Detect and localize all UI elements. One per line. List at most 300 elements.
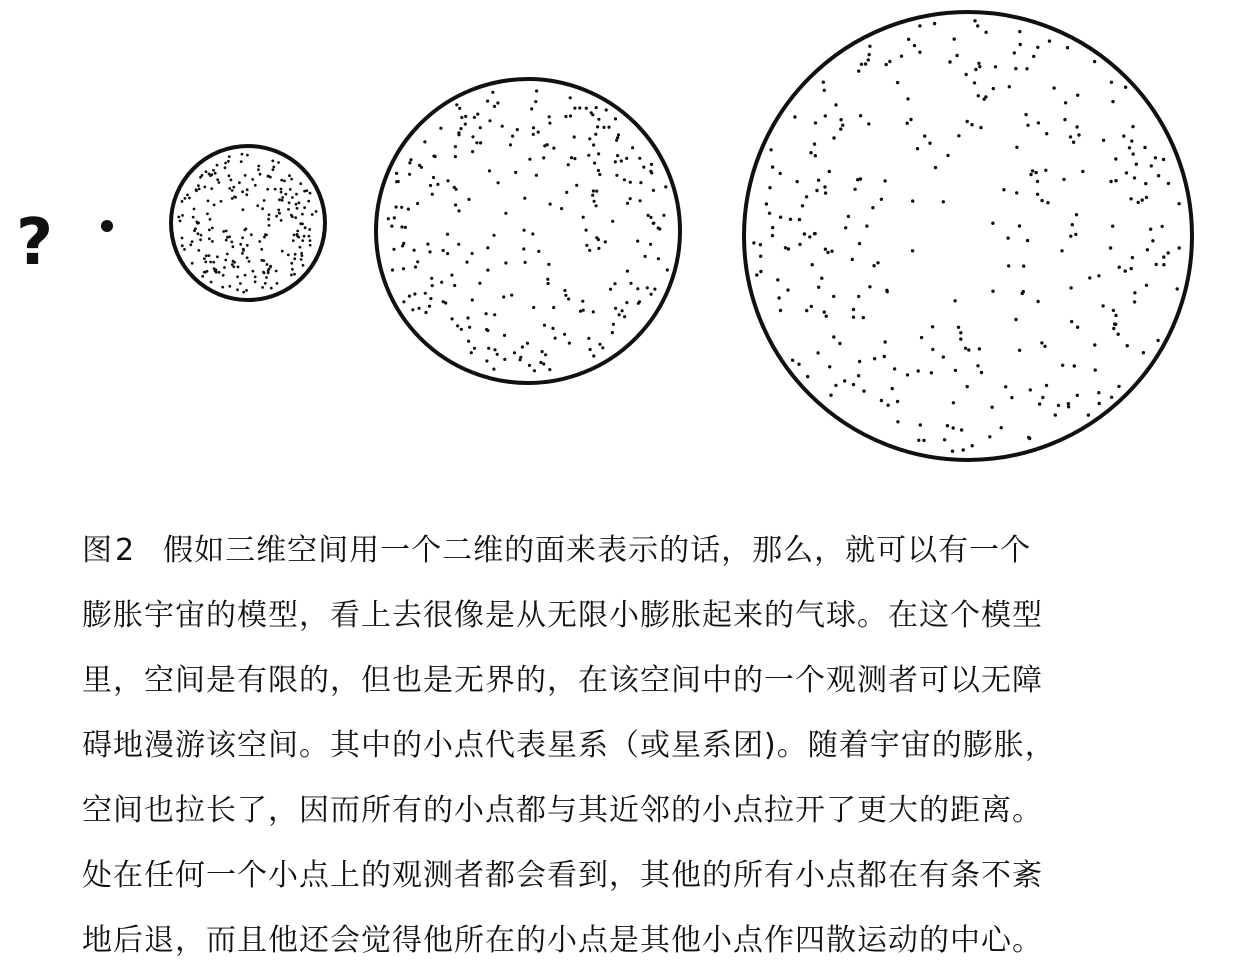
galaxy-dot (900, 55, 903, 58)
galaxy-dot (303, 235, 306, 238)
galaxy-dot (933, 22, 936, 25)
galaxy-dot (977, 62, 980, 65)
galaxy-dot (1029, 173, 1032, 176)
galaxy-dot (395, 180, 398, 183)
galaxy-dot (1110, 81, 1113, 84)
galaxy-dot (233, 261, 236, 264)
galaxy-dot (430, 277, 433, 280)
galaxy-dot (298, 201, 301, 204)
galaxy-dot (268, 213, 271, 216)
galaxy-dot (1110, 396, 1113, 399)
galaxy-dot (604, 240, 607, 243)
galaxy-dot (542, 362, 545, 365)
galaxy-dot (907, 38, 910, 41)
galaxy-dot (504, 212, 507, 215)
galaxy-dot (221, 286, 224, 289)
galaxy-dot (644, 255, 647, 258)
galaxy-dot (611, 220, 614, 223)
galaxy-dot (181, 200, 184, 203)
galaxy-dot (260, 248, 263, 251)
galaxy-dot (460, 328, 463, 331)
galaxy-dot (454, 203, 457, 206)
galaxy-dot (414, 265, 417, 268)
galaxy-dot (952, 426, 955, 429)
galaxy-dot (254, 280, 257, 283)
galaxy-dot (446, 233, 449, 236)
galaxy-dot (244, 174, 247, 177)
galaxy-dot (1043, 345, 1046, 348)
galaxy-dot (891, 387, 894, 390)
galaxy-dot (392, 248, 395, 251)
galaxy-dot (245, 289, 248, 292)
galaxy-dot (817, 286, 820, 289)
galaxy-dot (859, 114, 862, 117)
galaxy-dot (534, 100, 537, 103)
galaxy-dot (272, 166, 275, 169)
galaxy-dot (466, 316, 469, 319)
galaxy-dot (860, 63, 863, 66)
galaxy-dot (216, 255, 219, 258)
galaxy-dot (261, 207, 264, 210)
galaxy-dot (623, 315, 626, 318)
galaxy-dot (214, 269, 217, 272)
galaxy-dot (920, 336, 923, 339)
galaxy-dot (209, 174, 212, 177)
galaxy-dot (779, 172, 782, 175)
galaxy-dot (631, 146, 634, 149)
galaxy-dot (625, 157, 628, 160)
galaxy-dot (893, 367, 896, 370)
galaxy-dot (543, 144, 546, 147)
galaxy-dot (1074, 233, 1077, 236)
galaxy-dot (242, 208, 245, 211)
galaxy-dot (573, 107, 576, 110)
galaxy-dot (843, 379, 846, 382)
galaxy-dot (1112, 309, 1115, 312)
galaxy-dot (548, 368, 551, 371)
galaxy-dot (1041, 396, 1044, 399)
galaxy-dot (211, 240, 214, 243)
galaxy-dot (503, 334, 506, 337)
galaxy-dot (431, 284, 434, 287)
galaxy-dot (1109, 180, 1112, 183)
galaxy-dot (245, 228, 248, 231)
galaxy-dot (777, 296, 780, 299)
galaxy-dot (666, 268, 669, 271)
galaxy-dot (1070, 320, 1073, 323)
galaxy-dot (1036, 46, 1039, 49)
galaxy-dot (593, 200, 596, 203)
galaxy-dot (236, 288, 239, 291)
galaxy-dot (1176, 287, 1179, 290)
galaxy-dot (487, 347, 490, 350)
galaxy-dot (973, 81, 976, 84)
galaxy-dot (765, 202, 768, 205)
galaxy-dot (541, 350, 544, 353)
galaxy-dot (1149, 228, 1152, 231)
galaxy-dot (516, 128, 519, 131)
galaxy-dot (664, 185, 667, 188)
galaxy-dot (1133, 300, 1136, 303)
galaxy-dot (523, 197, 526, 200)
galaxy-dot (242, 291, 245, 294)
galaxy-dot (858, 360, 861, 363)
galaxy-dot (886, 404, 889, 407)
galaxy-dot (824, 114, 827, 117)
galaxy-dot (1167, 251, 1170, 254)
galaxy-dot (1109, 246, 1112, 249)
galaxy-dot (964, 347, 967, 350)
galaxy-dot (436, 183, 439, 186)
small-sphere-dots (177, 153, 317, 294)
galaxy-dot (280, 188, 283, 191)
galaxy-dot (262, 271, 265, 274)
galaxy-dot (486, 100, 489, 103)
galaxy-dot (1128, 146, 1131, 149)
galaxy-dot (444, 301, 447, 304)
galaxy-dot (241, 153, 244, 156)
galaxy-dot (424, 292, 427, 295)
galaxy-dot (826, 251, 829, 254)
galaxy-dot (1117, 333, 1120, 336)
galaxy-dot (1114, 314, 1117, 317)
galaxy-dot (865, 224, 868, 227)
galaxy-dot (588, 249, 591, 252)
galaxy-dot (591, 194, 594, 197)
galaxy-dot (883, 179, 886, 182)
galaxy-dot (224, 162, 227, 165)
galaxy-dot (1112, 327, 1115, 330)
galaxy-dot (612, 323, 615, 326)
galaxy-dot (649, 243, 652, 246)
galaxy-dot (1019, 43, 1022, 46)
galaxy-dot (616, 154, 619, 157)
galaxy-dot (1145, 284, 1148, 287)
galaxy-dot (194, 227, 197, 230)
galaxy-dot (1008, 85, 1011, 88)
galaxy-dot (768, 186, 771, 189)
galaxy-dot (814, 154, 817, 157)
galaxy-dot (220, 200, 223, 203)
galaxy-dot (1036, 180, 1039, 183)
galaxy-dot (267, 175, 270, 178)
galaxy-dot (1067, 402, 1070, 405)
galaxy-dot (978, 65, 981, 68)
galaxy-dot (204, 271, 207, 274)
galaxy-dot (1002, 188, 1005, 191)
galaxy-dot (581, 300, 584, 303)
galaxy-dot (196, 222, 199, 225)
galaxy-dot (1064, 101, 1067, 104)
galaxy-dot (274, 188, 277, 191)
galaxy-dot (227, 160, 230, 163)
galaxy-dot (230, 179, 233, 182)
galaxy-dot (496, 101, 499, 104)
galaxy-dot (601, 346, 604, 349)
galaxy-dot (966, 385, 969, 388)
galaxy-dot (284, 193, 287, 196)
galaxy-dot (1143, 146, 1146, 149)
galaxy-dot (183, 248, 186, 251)
galaxy-dot (270, 287, 273, 290)
galaxy-dot (275, 215, 278, 218)
galaxy-dot (1126, 344, 1129, 347)
galaxy-dot (814, 121, 817, 124)
galaxy-dot (867, 58, 870, 61)
galaxy-dot (309, 239, 312, 242)
galaxy-dot (1087, 413, 1090, 416)
galaxy-dot (446, 252, 449, 255)
galaxy-dot (1075, 213, 1078, 216)
galaxy-dot (823, 89, 826, 92)
galaxy-dot (424, 311, 427, 314)
galaxy-dot (811, 263, 814, 266)
galaxy-dot (259, 173, 262, 176)
galaxy-dot (404, 226, 407, 229)
galaxy-dot (951, 450, 954, 453)
galaxy-dot (468, 326, 471, 329)
galaxy-dot (984, 31, 987, 34)
galaxy-dot (431, 193, 434, 196)
galaxy-dot (203, 257, 206, 260)
galaxy-dot (1029, 388, 1032, 391)
galaxy-dot (488, 169, 491, 172)
galaxy-dot (797, 363, 800, 366)
galaxy-dot (1077, 133, 1080, 136)
galaxy-dot (521, 345, 524, 348)
galaxy-dot (251, 178, 254, 181)
galaxy-dot (966, 120, 969, 123)
galaxy-dot (1125, 171, 1128, 174)
galaxy-dot (479, 126, 482, 129)
galaxy-dot (280, 191, 283, 194)
galaxy-dot (522, 247, 525, 250)
galaxy-dot (560, 207, 563, 210)
galaxy-dot (1157, 174, 1160, 177)
galaxy-dot (387, 217, 390, 220)
galaxy-dot (218, 271, 221, 274)
galaxy-dot (1010, 396, 1013, 399)
galaxy-dot (978, 347, 981, 350)
galaxy-dot (888, 60, 891, 63)
galaxy-dot (303, 190, 306, 193)
galaxy-dot (197, 184, 200, 187)
galaxy-dot (210, 281, 213, 284)
galaxy-dot (537, 131, 540, 134)
galaxy-dot (240, 160, 243, 163)
galaxy-dot (496, 353, 499, 356)
galaxy-dot (868, 285, 871, 288)
galaxy-dot (1097, 274, 1100, 277)
galaxy-dot (264, 233, 267, 236)
galaxy-dot (246, 256, 249, 259)
galaxy-dot (276, 282, 279, 285)
caption-number: 2 (115, 533, 136, 568)
galaxy-dot (598, 343, 601, 346)
galaxy-dot (588, 137, 591, 140)
galaxy-dot (532, 133, 535, 136)
galaxy-dot (260, 259, 263, 262)
galaxy-dot (245, 193, 248, 196)
caption-line: 碍地漫游该空间。其中的小点代表星系（或星系团)。随着宇宙的膨胀， (82, 728, 1056, 763)
galaxy-dot (820, 277, 823, 280)
galaxy-dot (280, 219, 283, 222)
galaxy-dot (649, 216, 652, 219)
galaxy-dot (416, 202, 419, 205)
galaxy-dot (832, 295, 835, 298)
galaxy-dot (629, 282, 632, 285)
galaxy-dot (295, 193, 298, 196)
galaxy-dot (769, 148, 772, 151)
galaxy-dot (432, 155, 435, 158)
galaxy-dot (862, 389, 865, 392)
galaxy-dot (563, 333, 566, 336)
galaxy-dot (261, 286, 264, 289)
galaxy-dot (957, 326, 960, 329)
galaxy-dot (547, 263, 550, 266)
galaxy-dot (626, 202, 629, 205)
galaxy-dot (880, 198, 883, 201)
galaxy-dot (248, 260, 251, 263)
galaxy-dot (290, 274, 293, 277)
galaxy-dot (302, 264, 305, 267)
galaxy-dot (809, 151, 812, 154)
galaxy-dot (488, 119, 491, 122)
galaxy-dot (268, 224, 271, 227)
galaxy-dot (953, 299, 956, 302)
galaxy-dot (1177, 202, 1180, 205)
galaxy-dot (1162, 158, 1165, 161)
galaxy-dot (943, 438, 946, 441)
galaxy-dot (307, 200, 310, 203)
galaxy-dot (547, 282, 550, 285)
galaxy-dot (1014, 67, 1017, 70)
galaxy-dot (475, 141, 478, 144)
galaxy-dot (244, 274, 247, 277)
galaxy-dot (824, 248, 827, 251)
galaxy-dot (531, 232, 534, 235)
galaxy-dot (486, 269, 489, 272)
galaxy-dot (212, 169, 215, 172)
galaxy-dot (1022, 290, 1025, 293)
galaxy-dot (554, 337, 557, 340)
galaxy-dot (201, 275, 204, 278)
galaxy-dot (917, 369, 920, 372)
galaxy-dot (568, 342, 571, 345)
galaxy-dot (457, 209, 460, 212)
galaxy-dot (457, 243, 460, 246)
galaxy-dot (649, 170, 652, 173)
galaxy-dot (615, 139, 618, 142)
galaxy-dot (1018, 224, 1021, 227)
galaxy-dot (296, 230, 299, 233)
galaxy-dot (296, 233, 299, 236)
galaxy-dot (497, 181, 500, 184)
galaxy-dot (567, 163, 570, 166)
galaxy-dot (1146, 248, 1149, 251)
galaxy-dot (471, 298, 474, 301)
galaxy-dot (454, 155, 457, 158)
galaxy-dot (852, 316, 855, 319)
galaxy-dot (1135, 163, 1138, 166)
galaxy-dot (976, 24, 979, 27)
galaxy-dot (1036, 300, 1039, 303)
galaxy-dot (308, 235, 311, 238)
galaxy-dot (278, 212, 281, 215)
galaxy-dot (225, 230, 228, 233)
galaxy-dot (287, 254, 290, 257)
galaxy-dot (967, 348, 970, 351)
galaxy-dot (301, 213, 304, 216)
galaxy-dot (992, 87, 995, 90)
galaxy-dot (1098, 402, 1101, 405)
galaxy-dot (1004, 385, 1007, 388)
galaxy-dot (808, 235, 811, 238)
galaxy-dot (954, 369, 957, 372)
galaxy-dot (1124, 269, 1127, 272)
galaxy-dot (552, 147, 555, 150)
galaxy-dot (426, 243, 429, 246)
galaxy-dot (823, 185, 826, 188)
galaxy-dot (598, 173, 601, 176)
galaxy-dot (906, 373, 909, 376)
galaxy-dot (858, 242, 861, 245)
galaxy-dot (853, 188, 856, 191)
galaxy-dot (1167, 182, 1170, 185)
galaxy-dot (459, 127, 462, 130)
galaxy-dot (281, 196, 284, 199)
galaxy-dot (828, 170, 831, 173)
galaxy-dot (242, 248, 245, 251)
galaxy-dot (970, 123, 973, 126)
galaxy-dot (1131, 256, 1134, 259)
galaxy-dot (290, 262, 293, 265)
galaxy-dot (650, 163, 653, 166)
galaxy-dot (1156, 339, 1159, 342)
galaxy-dot (885, 63, 888, 66)
galaxy-dot (513, 351, 516, 354)
galaxy-dot (564, 115, 567, 118)
galaxy-dot (1045, 384, 1048, 387)
galaxy-dot (867, 122, 870, 125)
galaxy-dot (872, 264, 875, 267)
galaxy-dot (1101, 304, 1104, 307)
galaxy-dot (289, 188, 292, 191)
galaxy-dot (994, 65, 997, 68)
galaxy-dot (209, 218, 212, 221)
galaxy-dot (596, 125, 599, 128)
galaxy-dot (232, 186, 235, 189)
galaxy-dot (208, 254, 211, 257)
galaxy-dot (991, 290, 994, 293)
galaxy-dot (296, 207, 299, 210)
galaxy-dot (225, 239, 228, 242)
caption-line (82, 518, 1182, 583)
galaxy-dot (567, 297, 570, 300)
galaxy-dot (813, 232, 816, 235)
galaxy-dot (528, 364, 531, 367)
galaxy-dot (597, 169, 600, 172)
galaxy-dot (528, 158, 531, 161)
galaxy-dot (650, 293, 653, 296)
galaxy-dot (177, 216, 180, 219)
galaxy-dot (390, 225, 393, 228)
galaxy-dot (623, 178, 626, 181)
galaxy-dot (813, 142, 816, 145)
galaxy-dot (254, 184, 257, 187)
galaxy-dot (467, 340, 470, 343)
galaxy-dot (828, 365, 831, 368)
